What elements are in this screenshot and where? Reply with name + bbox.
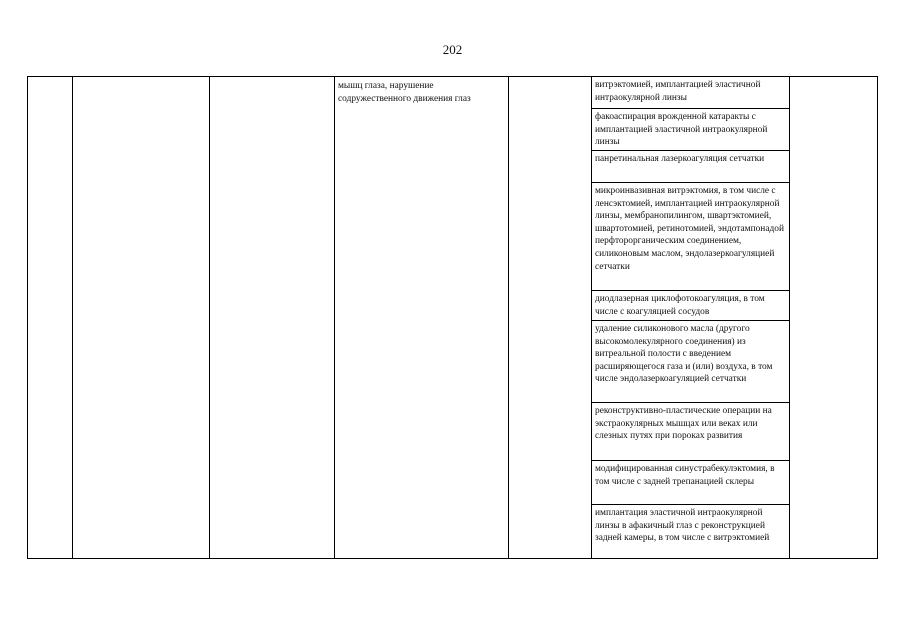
medical-procedures-table [27, 76, 878, 559]
procedure-cell: витрэктомией, имплантацией эластичной интраокулярной линзы [591, 77, 789, 109]
procedure-cell: имплантация эластичной интраокулярной линзы в афакичный глаз с реконструкцией задней камеры, в том числе с витрэктомией [595, 508, 770, 544]
procedure-cell: модифицированная синустрабекулэктомия, в том числе с задней трепанацией склеры [591, 461, 789, 505]
procedure-cell: панретинальная лазеркоагуляция сетчатки [591, 151, 789, 183]
procedure-cell: реконструктивно-пластические операции на экстраокулярных мышцах или веках или слезных путях при пороках развития [591, 403, 789, 461]
column-divider [209, 77, 210, 558]
procedure-cell: микроинвазивная витрэктомия, в том числе с ленсэктомией, имплантацией интраокулярной линзы, мембранопилингом, швартэктомией, швартотомией, ретинотомией, эндотампонадой перфторорганическим соединением, силиконовым маслом, эндолазеркоагуляцией сетчатки [591, 183, 789, 291]
procedure-cell: удаление силиконового масла (другого высокомолекулярного соединения) из витреальной полости с введением расширяющегося газа и (или) воздуха, в том числе эндолазеркоагуляцией сетчатки [591, 321, 789, 403]
column-divider [334, 77, 335, 558]
column-divider [508, 77, 509, 558]
column-divider [789, 77, 790, 558]
treatment-methods-column [591, 77, 789, 558]
page-number: 202 [442, 42, 463, 57]
column-divider [72, 77, 73, 558]
disease-description-cell: мышц глаза, нарушение содружественного движения глаз [338, 81, 471, 104]
procedure-cell: факоаспирация врожденной катаракты с имплантацией эластичной интраокулярной линзы [591, 109, 789, 151]
procedure-cell: диодлазерная циклофотокоагуляция, в том числе с коагуляцией сосудов [591, 291, 789, 321]
